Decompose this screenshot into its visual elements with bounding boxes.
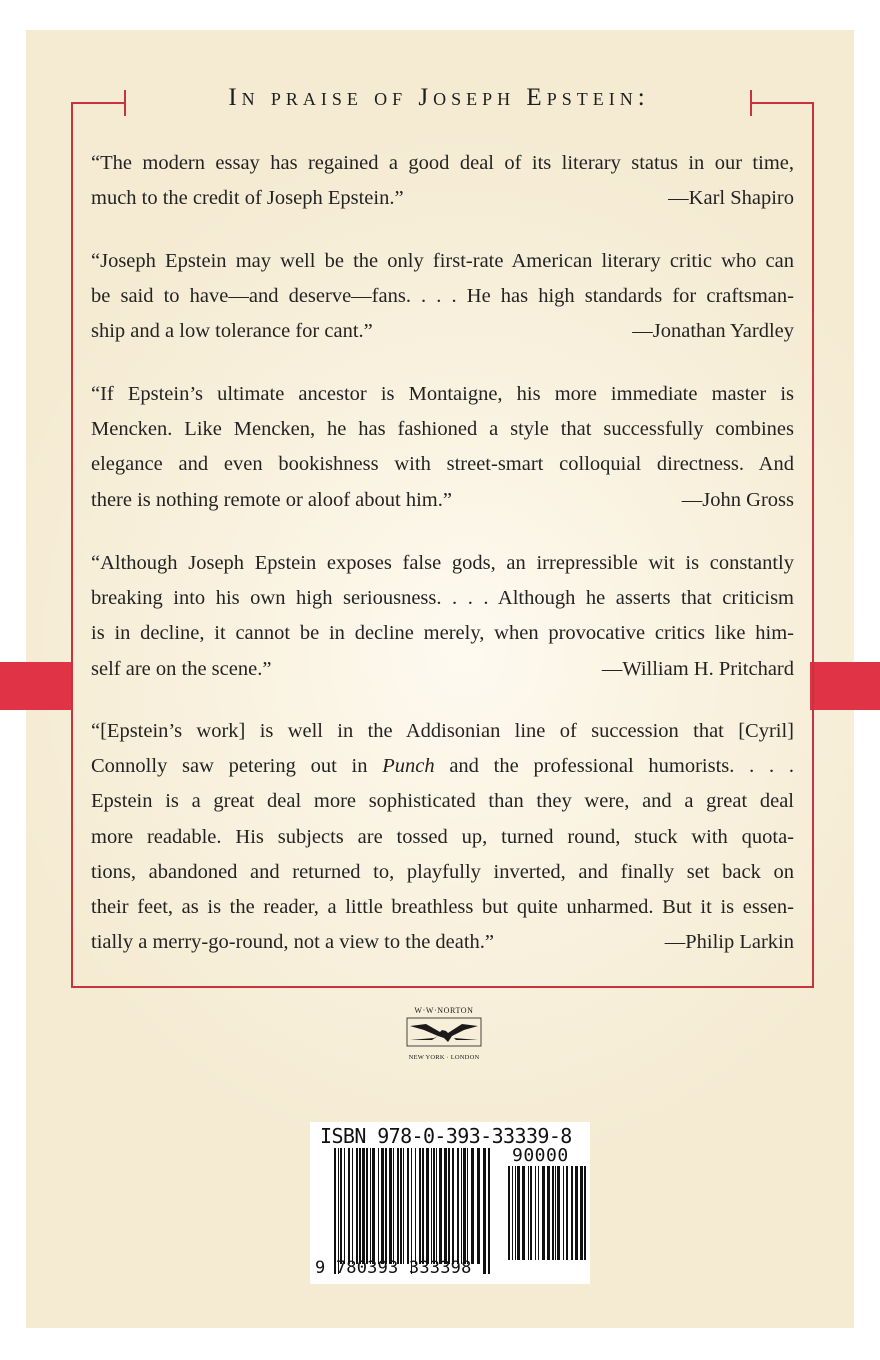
barcode-bar xyxy=(512,1166,513,1260)
barcode-bar xyxy=(452,1148,454,1264)
ean-digits: 9 780393 333398 xyxy=(315,1258,472,1278)
barcode-bar xyxy=(584,1166,586,1260)
quote-line: elegance and even bookishness with street-smart colloquial directness. And xyxy=(91,453,794,476)
barcode-panel xyxy=(310,1122,590,1284)
barcode-bar xyxy=(415,1148,416,1264)
barcode-bar xyxy=(530,1166,532,1260)
quote-attribution: —Karl Shapiro xyxy=(668,187,794,210)
quote-last-line xyxy=(91,652,794,687)
quote-line: more readable. His subjects are tossed up, turned round, stuck with quota- xyxy=(91,825,794,848)
quote-line: “[Epstein’s work] is well in the Addisonian line of succession that [Cyril] xyxy=(91,720,794,742)
quote-philip-larkin xyxy=(91,714,794,960)
quote-attribution: —John Gross xyxy=(681,488,794,511)
barcode-bar xyxy=(403,1148,404,1264)
barcode-price-code: 90000 xyxy=(512,1145,569,1166)
barcode-bar xyxy=(366,1148,368,1264)
barcode-bar xyxy=(397,1148,399,1264)
quote-line: be said to have—and deserve—fans. . . . He has high standards for craftsman- xyxy=(91,285,794,308)
quote-last-line xyxy=(91,314,794,349)
quote-jonathan-yardley xyxy=(91,244,794,350)
barcode-bar xyxy=(448,1148,450,1264)
barcode-bar xyxy=(461,1148,462,1264)
barcode-bar xyxy=(411,1148,412,1274)
frame-tick-left xyxy=(124,90,126,116)
barcode-bar xyxy=(433,1148,435,1264)
barcode-bar xyxy=(566,1166,568,1260)
quote-text-end: much to the credit of Joseph Epstein.” xyxy=(91,187,404,210)
barcode-bar xyxy=(508,1166,510,1260)
barcode-bar xyxy=(515,1166,516,1260)
quote-attribution: —William H. Pritchard xyxy=(601,657,794,680)
barcode-bar xyxy=(389,1148,392,1264)
barcode-bar xyxy=(535,1166,536,1260)
barcode-bar xyxy=(338,1148,339,1274)
barcode-bar xyxy=(557,1166,560,1260)
frame-tick-right xyxy=(750,90,752,116)
quote-last-line xyxy=(91,925,794,960)
publisher-cities: NEW YORK · LONDON xyxy=(408,1054,480,1061)
barcode-bar xyxy=(334,1148,336,1274)
barcode-bar xyxy=(385,1148,387,1264)
barcode-bar xyxy=(359,1148,361,1264)
barcode-bar xyxy=(457,1148,459,1264)
publisher-name: W·W·NORTON xyxy=(414,1006,474,1015)
quote-line: breaking into his own high seriousness. . . . Although he asserts that criticism xyxy=(91,587,794,610)
quote-line: their feet, as is the reader, a little breathless but quite unharmed. But it is essen- xyxy=(91,896,794,919)
barcode-bar xyxy=(393,1148,394,1264)
quote-line: “Joseph Epstein may well be the only first-rate American literary critic who can xyxy=(91,250,794,272)
barcode-bar xyxy=(538,1166,539,1260)
red-band-left xyxy=(0,662,72,710)
quote-karl-shapiro xyxy=(91,146,794,216)
praise-heading: In praise of Joseph Epstein: xyxy=(228,84,650,111)
barcode-bar xyxy=(463,1148,466,1264)
barcode-bar xyxy=(488,1148,490,1274)
barcode-bar xyxy=(362,1148,365,1264)
quote-attribution: —Jonathan Yardley xyxy=(632,320,794,343)
quote-italic-title: Punch xyxy=(382,755,435,778)
barcode-bar xyxy=(356,1148,358,1264)
barcode-bar xyxy=(439,1148,442,1264)
quote-john-gross xyxy=(91,377,794,518)
barcode-bar xyxy=(352,1148,353,1264)
quote-text-end: there is nothing remote or aloof about him.” xyxy=(91,488,452,511)
barcode-bar xyxy=(381,1148,384,1264)
barcode-bar xyxy=(555,1166,556,1260)
barcode-bar xyxy=(378,1148,379,1264)
barcode-bar xyxy=(552,1166,554,1260)
quote-line: “If Epstein’s ultimate ancestor is Montaigne, his more immediate master is xyxy=(91,383,794,405)
barcode-bar xyxy=(340,1148,342,1264)
barcode-bar xyxy=(426,1148,429,1264)
quote-text-end: tially a merry-go-round, not a view to the death.” xyxy=(91,931,495,954)
barcode-bar xyxy=(436,1148,437,1264)
quote-line: is in decline, it cannot be in decline merely, when provocative critics like him- xyxy=(91,622,794,645)
quote-line: Epstein is a great deal more sophisticated than they were, and a great deal xyxy=(91,790,794,813)
quote-text-end: self are on the scene.” xyxy=(91,657,272,680)
quote-line: “The modern essay has regained a good deal of its literary status in our time, xyxy=(91,152,794,174)
barcode-bar xyxy=(431,1148,432,1264)
barcode-bar xyxy=(483,1148,486,1274)
barcode-bar xyxy=(477,1148,480,1264)
barcode-bar xyxy=(419,1148,421,1264)
quote-line-part: Connolly saw petering out in xyxy=(91,755,383,778)
barcode-bar xyxy=(528,1166,529,1260)
barcode-bar xyxy=(444,1148,447,1264)
barcode-bar xyxy=(348,1148,350,1264)
red-band-right xyxy=(810,662,880,710)
barcode-bar xyxy=(422,1148,424,1264)
barcode-bar xyxy=(580,1166,583,1260)
barcode-bar xyxy=(571,1166,573,1260)
quote-attribution: —Philip Larkin xyxy=(664,931,794,954)
barcode-bar xyxy=(370,1148,371,1264)
barcode-bar xyxy=(575,1166,578,1260)
barcode-bar xyxy=(522,1166,525,1260)
barcode-bar xyxy=(407,1148,409,1264)
barcode-bar xyxy=(563,1166,564,1260)
quote-last-line xyxy=(91,483,794,518)
quote-line: Mencken. Like Mencken, he has fashioned a style that successfully combines xyxy=(91,418,794,441)
seagull-icon xyxy=(404,1016,484,1048)
quote-line: tions, abandoned and returned to, playfully inverted, and finally set back on xyxy=(91,860,794,883)
barcode-bar xyxy=(471,1148,474,1264)
barcode-bar xyxy=(517,1166,520,1260)
frame-top-line-right xyxy=(752,102,812,104)
frame-top-line-left xyxy=(71,102,126,104)
quote-william-pritchard xyxy=(91,546,794,687)
barcode-bar xyxy=(547,1166,550,1260)
isbn-number: ISBN 978-0-393-33339-8 xyxy=(320,1124,572,1148)
publisher-logo xyxy=(404,1006,484,1066)
barcode-bar xyxy=(467,1148,468,1264)
quote-last-line xyxy=(91,181,794,216)
barcode-bar xyxy=(372,1148,375,1264)
quote-line xyxy=(91,749,794,784)
quote-text-end: ship and a low tolerance for cant.” xyxy=(91,320,373,343)
barcode-bar xyxy=(542,1166,545,1260)
barcode-bar xyxy=(400,1148,402,1264)
quote-line-part: and the professional humorists. . . . xyxy=(434,755,794,778)
quote-line: “Although Joseph Epstein exposes false gods, an irrepressible wit is constantly xyxy=(91,552,794,574)
barcode-bar xyxy=(344,1148,345,1264)
